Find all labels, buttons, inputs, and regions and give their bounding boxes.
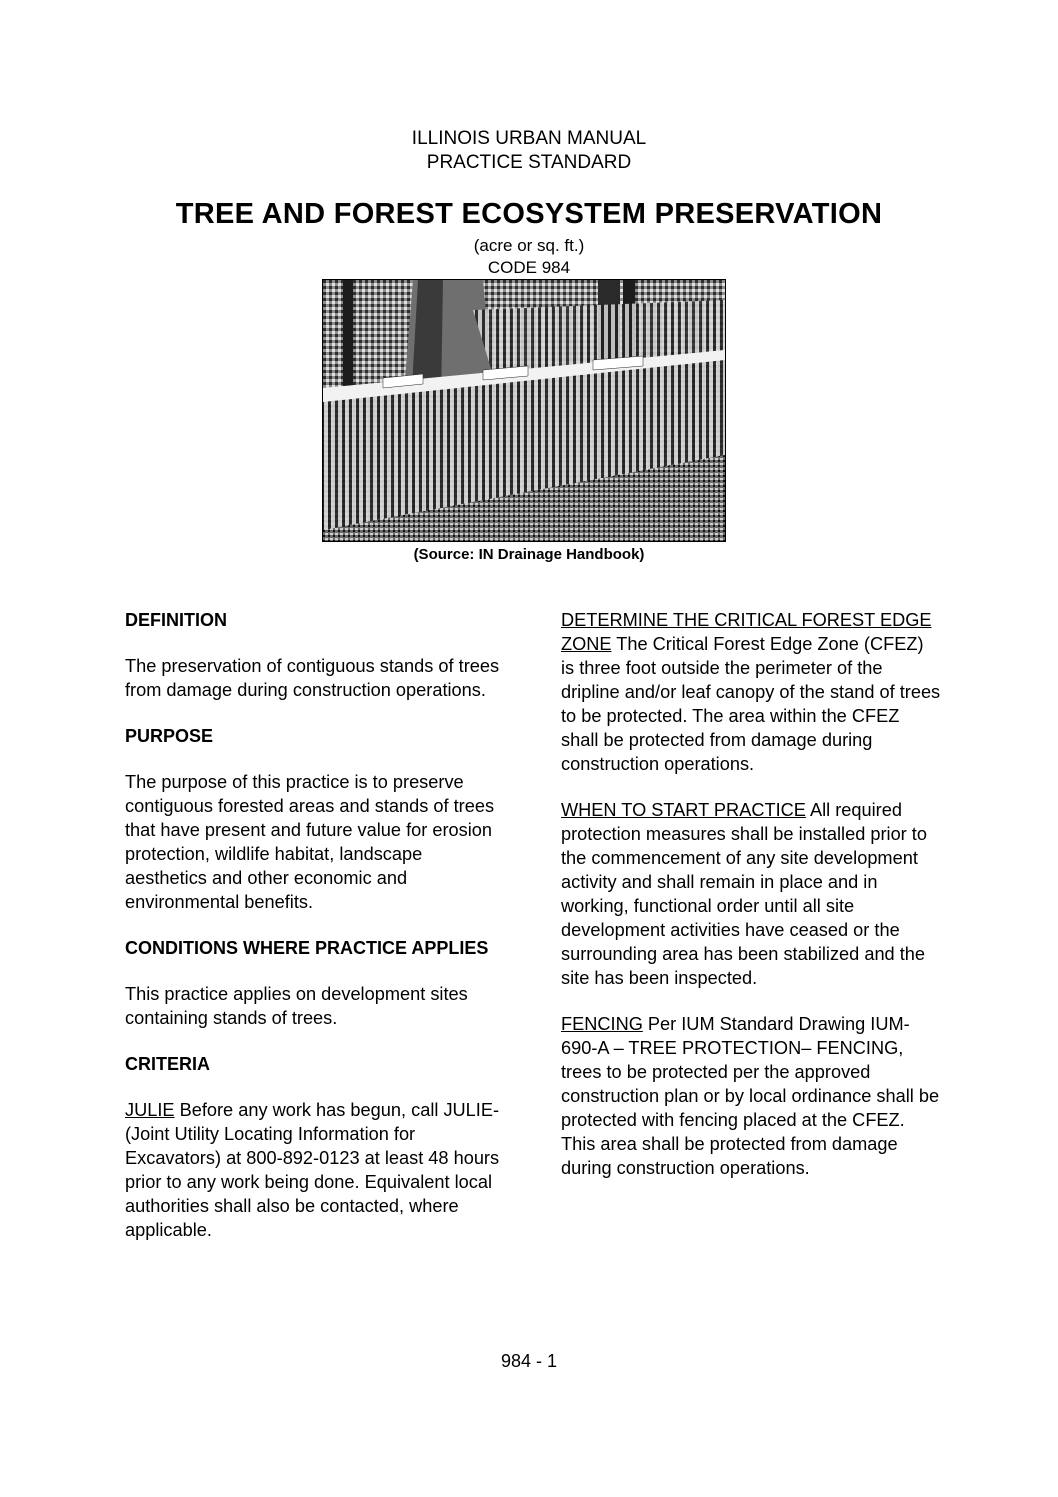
conditions-heading: CONDITIONS WHERE PRACTICE APPLIES: [125, 938, 489, 958]
practice-code: CODE 984: [487, 258, 571, 277]
figure-caption: (Source: IN Drainage Handbook): [413, 546, 645, 563]
right-column: [561, 608, 941, 1202]
cfez-paragraph: [561, 608, 941, 776]
julie-label: JULIE: [125, 1100, 175, 1120]
purpose-text: The purpose of this practice is to preserve contiguous forested areas and stands of trees that have present and future value for erosion protection, wildlife habitat, landscape aesthetics and other economic and environmental benefits.: [125, 772, 495, 912]
start-practice-label: WHEN TO START PRACTICE: [561, 800, 806, 820]
unit-label: (acre or sq. ft.): [473, 236, 585, 255]
criteria-heading: CRITERIA: [125, 1054, 210, 1074]
cfez-label: DETERMINE THE CRITICAL FOREST EDGE ZONE: [561, 610, 932, 654]
fencing-paragraph: [561, 1012, 941, 1180]
left-column: [125, 608, 500, 1264]
page-title: TREE AND FOREST ECOSYSTEM PRESERVATION: [175, 198, 883, 230]
start-practice-paragraph: [561, 798, 941, 990]
cfez-text: The Critical Forest Edge Zone (CFEZ) is three foot outside the perimeter of the dripline and/or leaf canopy of the stand of trees to be protected. The area within the CFEZ shall be protected from damage during construction operations.: [561, 634, 941, 774]
definition-text: The preservation of contiguous stands of trees from damage during construction operations.: [125, 656, 500, 700]
purpose-heading: PURPOSE: [125, 726, 214, 746]
start-practice-text: All required protection measures shall be installed prior to the commencement of any site development activity and shall remain in place and in working, functional order until all site development activities have ceased or the surrounding area has been stabilized and the site has been inspected.: [561, 800, 927, 988]
conditions-text: This practice applies on development sites containing stands of trees.: [125, 984, 468, 1028]
fencing-text: Per IUM Standard Drawing IUM-690-A – TREE PROTECTION– FENCING, trees to be protected per the approved construction plan or by local ordinance shall be protected with fencing placed at the CFEZ. This area shall be protected from damage during construction operations.: [561, 1014, 940, 1178]
practice-standard-label: PRACTICE STANDARD: [426, 152, 632, 173]
page-number: 984 - 1: [500, 1351, 558, 1371]
definition-heading: DEFINITION: [125, 610, 227, 630]
fencing-label: FENCING: [561, 1014, 643, 1034]
julie-paragraph: [125, 1098, 500, 1242]
tree-protection-fence-photo: [322, 279, 726, 542]
julie-text: Before any work has begun, call JULIE- (Joint Utility Locating Information for Excavators) at 800-892-0123 at least 48 hours prior to any work being done. Equivalent local authorities shall also be contacted, where applicable.: [125, 1100, 500, 1240]
manual-title: ILLINOIS URBAN MANUAL: [411, 128, 647, 149]
